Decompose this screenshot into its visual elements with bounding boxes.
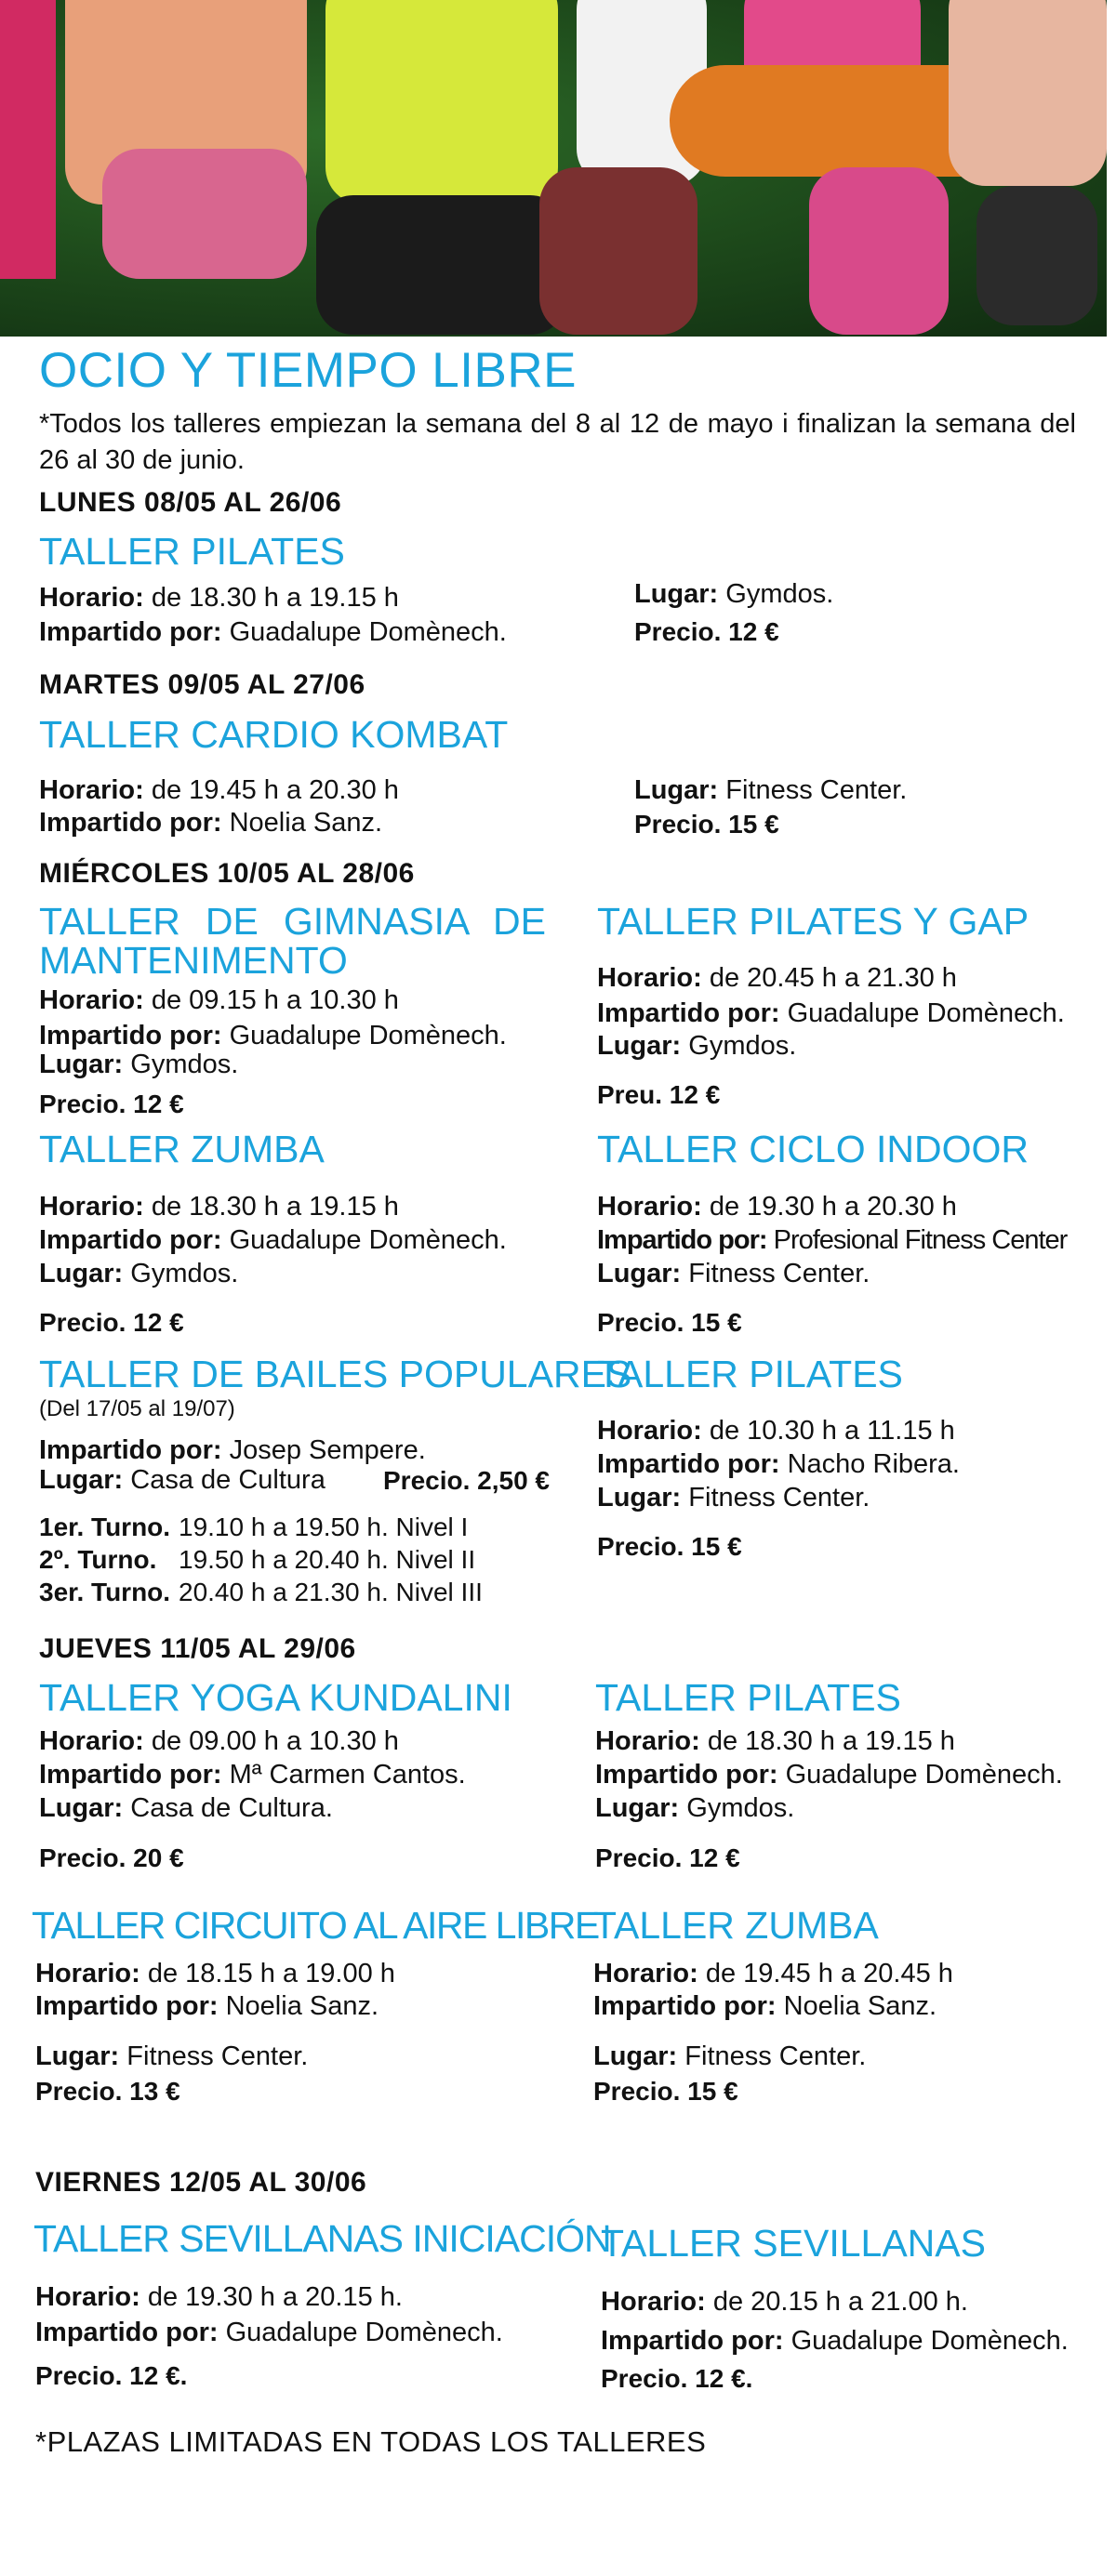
workshop-dates: (Del 17/05 al 19/07) bbox=[39, 1396, 235, 1421]
workshop-horario: Horario: de 18.15 h a 19.00 h bbox=[35, 1959, 395, 1988]
workshop-price: Precio. 12 € bbox=[39, 1090, 184, 1118]
workshop-impartido: Impartido por: Profesional Fitness Center bbox=[597, 1225, 1068, 1255]
workshop-horario: Horario: de 09.15 h a 10.30 h bbox=[39, 985, 399, 1015]
workshop-impartido: Impartido por: Guadalupe Domènech. bbox=[601, 2326, 1069, 2356]
workshop-price: Preu. 12 € bbox=[597, 1080, 721, 1109]
workshop-horario: Horario: de 19.30 h a 20.15 h. bbox=[35, 2282, 403, 2312]
workshop-impartido: Impartido por: Guadalupe Domènech. bbox=[39, 617, 507, 647]
workshop-horario: Horario: de 19.30 h a 20.30 h bbox=[597, 1192, 957, 1222]
workshop-price: Precio. 12 € bbox=[39, 1308, 184, 1337]
workshop-impartido: Impartido por: Guadalupe Domènech. bbox=[595, 1760, 1063, 1790]
workshop-horario: Horario: de 09.00 h a 10.30 h bbox=[39, 1726, 399, 1756]
workshop-horario: Horario: de 19.45 h a 20.45 h bbox=[593, 1959, 953, 1988]
turn-row: 1er. Turno. 19.10 h a 19.50 h. Nivel I bbox=[39, 1513, 469, 1541]
workshop-impartido: Impartido por: Guadalupe Domènech. bbox=[39, 1021, 507, 1050]
turn-row: 3er. Turno. 20.40 h a 21.30 h. Nivel III bbox=[39, 1578, 483, 1606]
workshop-price: Precio. 12 €. bbox=[601, 2364, 753, 2393]
workshop-title: TALLER PILATES bbox=[597, 1353, 903, 1395]
workshop-lugar: Lugar: Gymdos. bbox=[595, 1793, 795, 1823]
day-heading-monday: LUNES 08/05 AL 26/06 bbox=[39, 487, 342, 518]
workshop-price: Precio. 20 € bbox=[39, 1843, 184, 1872]
workshop-lugar: Lugar: Gymdos. bbox=[634, 579, 834, 609]
workshop-lugar: Lugar: Gymdos. bbox=[597, 1031, 797, 1061]
workshop-title: TALLER SEVILLANAS bbox=[601, 2222, 986, 2265]
workshop-horario: Horario: de 20.15 h a 21.00 h. bbox=[601, 2287, 968, 2317]
workshop-impartido: Impartido por: Noelia Sanz. bbox=[593, 1991, 937, 2021]
footer-note: *PLAZAS LIMITADAS EN TODAS LOS TALLERES bbox=[35, 2425, 707, 2458]
turn-row: 2º. Turno. 19.50 h a 20.40 h. Nivel II bbox=[39, 1545, 476, 1574]
workshop-price: Precio. 12 € bbox=[595, 1843, 740, 1872]
workshop-lugar: Lugar: Fitness Center. bbox=[634, 775, 908, 805]
workshop-impartido: Impartido por: Noelia Sanz. bbox=[39, 808, 383, 838]
workshop-price: Precio. 12 €. bbox=[35, 2361, 188, 2390]
day-heading-wednesday: MIÉRCOLES 10/05 AL 28/06 bbox=[39, 858, 415, 889]
workshop-price: Precio. 13 € bbox=[35, 2077, 180, 2106]
workshop-horario: Horario: de 20.45 h a 21.30 h bbox=[597, 963, 957, 993]
workshop-title: TALLER CARDIO KOMBAT bbox=[39, 713, 509, 756]
workshop-impartido: Impartido por: Guadalupe Domènech. bbox=[597, 998, 1065, 1028]
workshop-horario: Horario: de 18.30 h a 19.15 h bbox=[39, 583, 399, 613]
workshop-price: Precio. 15 € bbox=[634, 810, 779, 839]
workshop-title: TALLER PILATES bbox=[595, 1676, 901, 1719]
workshop-impartido: Impartido por: Josep Sempere. bbox=[39, 1435, 426, 1465]
workshop-price: Precio. 15 € bbox=[597, 1532, 742, 1561]
workshop-price: Precio. 15 € bbox=[597, 1308, 742, 1337]
workshop-impartido: Impartido por: Guadalupe Domènech. bbox=[39, 1225, 507, 1255]
workshop-horario: Horario: de 18.30 h a 19.15 h bbox=[595, 1726, 955, 1756]
intro-note: *Todos los talleres empiezan la semana del 8 al 12 de mayo i finalizan la semana del 26 al 30 de junio. bbox=[39, 409, 1076, 475]
workshop-horario: Horario: de 19.45 h a 20.30 h bbox=[39, 775, 399, 805]
workshop-title: TALLER PILATES Y GAP bbox=[597, 900, 1030, 943]
header-photo bbox=[0, 0, 1116, 337]
workshop-title: TALLER DE GIMNASIA DE bbox=[39, 900, 546, 943]
workshop-price: Precio. 12 € bbox=[634, 617, 779, 646]
workshop-lugar: Lugar: Gymdos. bbox=[39, 1259, 239, 1288]
workshop-impartido: Impartido por: Guadalupe Domènech. bbox=[35, 2318, 503, 2347]
workshop-lugar: Lugar: Fitness Center. bbox=[597, 1483, 870, 1513]
workshop-lugar: Lugar: Fitness Center. bbox=[35, 2041, 309, 2071]
workshop-title: TALLER DE BAILES POPULARES bbox=[39, 1353, 632, 1395]
workshop-lugar: Lugar: Casa de Cultura. bbox=[39, 1793, 333, 1823]
workshop-title: TALLER CICLO INDOOR bbox=[597, 1128, 1029, 1170]
workshop-lugar: Lugar: Casa de Cultura bbox=[39, 1465, 326, 1495]
workshop-title: TALLER CIRCUITO AL AIRE LIBRE bbox=[32, 1904, 599, 1947]
day-heading-thursday: JUEVES 11/05 AL 29/06 bbox=[39, 1633, 356, 1664]
workshop-lugar: Lugar: Gymdos. bbox=[39, 1050, 239, 1079]
workshop-impartido: Impartido por: Noelia Sanz. bbox=[35, 1991, 379, 2021]
workshop-price: Precio. 2,50 € bbox=[383, 1466, 551, 1495]
workshop-title-cont: MANTENIMENTO bbox=[39, 939, 348, 982]
workshop-title: TALLER PILATES bbox=[39, 530, 345, 573]
workshop-horario: Horario: de 18.30 h a 19.15 h bbox=[39, 1192, 399, 1222]
workshop-title: TALLER SEVILLANAS INICIACIÓN bbox=[33, 2217, 611, 2260]
workshop-lugar: Lugar: Fitness Center. bbox=[593, 2041, 867, 2071]
workshop-lugar: Lugar: Fitness Center. bbox=[597, 1259, 870, 1288]
workshop-title: TALLER YOGA KUNDALINI bbox=[39, 1676, 512, 1719]
workshop-impartido: Impartido por: Mª Carmen Cantos. bbox=[39, 1760, 466, 1790]
page-title: OCIO Y TIEMPO LIBRE bbox=[39, 343, 577, 398]
workshop-title: TALLER ZUMBA bbox=[593, 1904, 879, 1947]
workshop-impartido: Impartido por: Nacho Ribera. bbox=[597, 1449, 960, 1479]
workshop-title: TALLER ZUMBA bbox=[39, 1128, 325, 1170]
day-heading-friday: VIERNES 12/05 AL 30/06 bbox=[35, 2167, 367, 2198]
workshop-horario: Horario: de 10.30 h a 11.15 h bbox=[597, 1416, 955, 1446]
workshop-price: Precio. 15 € bbox=[593, 2077, 738, 2106]
day-heading-tuesday: MARTES 09/05 AL 27/06 bbox=[39, 669, 365, 700]
